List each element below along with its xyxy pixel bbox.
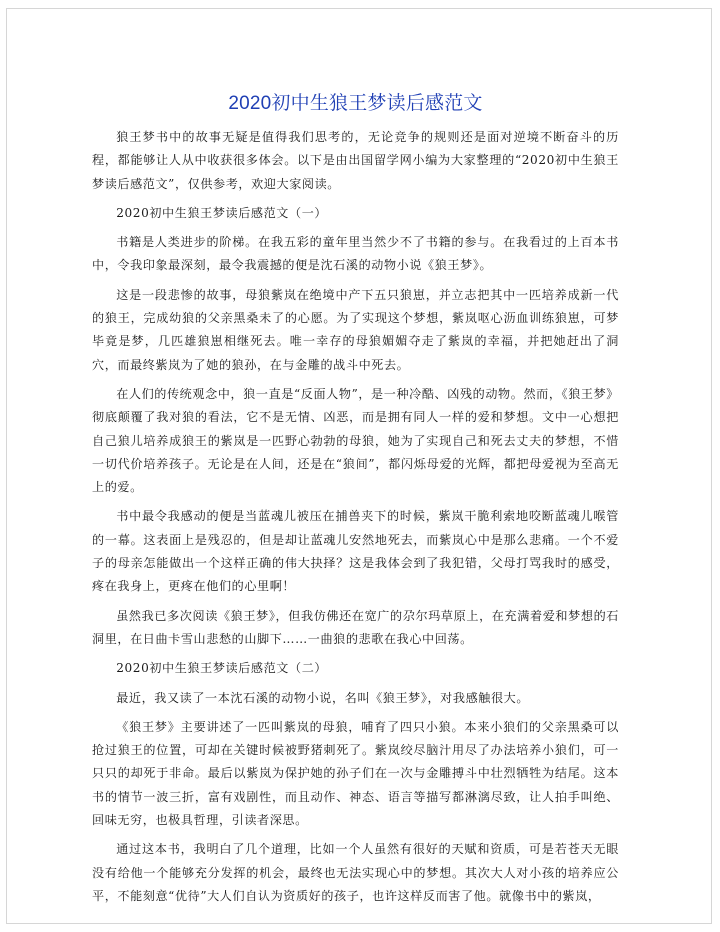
section-1-paragraph-3: 在人们的传统观念中，狼一直是“反面人物”，是一种冷酷、凶残的动物。然而，《狼王梦》彻底颠覆了我对狼的看法，它不是无情、凶恶，而是拥有同人一样的爱和梦想。文中一心想把自己狼儿培养成狼王的紫岚是一匹野心勃勃的母狼，她为了实现自己和死去丈夫的梦想，不惜一切代价培养孩子。无论是在人间，还是在“狼间”，都闪烁母爱的光辉，都把母爱视为至高无上的爱。 [92,386,619,495]
document-title: 2020初中生狼王梦读后感范文 [228,93,483,114]
section-1-paragraph-4: 书中最令我感动的便是当蓝魂儿被压在捕兽夹下的时候，紫岚干脆利索地咬断蓝魂儿喉管的一幕。这表面上是残忍的，但是却让蓝魂儿安然地死去，而紫岚心中是那么悲痛。一个不爱子的母亲怎能做出一个这样正确的伟大抉择？这是我体会到了我犯错，父母打骂我时的感受，疼在我身上，更疼在他们的心里啊！ [92,509,619,594]
document-page [92,88,619,914]
section-2-heading: 2020初中生狼王梦读后感范文（二） [116,661,328,676]
section-1-heading: 2020初中生狼王梦读后感范文（一） [116,205,328,220]
section-1-paragraph-2: 这是一段悲惨的故事，母狼紫岚在绝境中产下五只狼崽，并立志把其中一匹培养成新一代的狼王，完成幼狼的父亲黑桑未了的心愿。为了实现这个梦想，紫岚呕心沥血训练狼崽，可梦毕竟是梦，几匹雄狼崽相继死去。唯一幸存的母狼媚媚夺走了紫岚的幸福，并把她赶出了洞穴，而最终紫岚为了她的狼孙，在与金雕的战斗中死去。 [92,287,619,372]
section-2-paragraph-1: 最近，我又读了一本沈石溪的动物小说，名叫《狼王梦》，对我感触很大。 [116,690,530,705]
section-2-paragraph-2: 《狼王梦》主要讲述了一匹叫紫岚的母狼，哺育了四只小狼。本来小狼们的父亲黑桑可以抢过狼王的位置，可却在关键时候被野猪刺死了。紫岚绞尽脑汁用尽了办法培养小狼们，可一只只的却死于非命。最后以紫岚为保护她的孙子们在一次与金雕搏斗中壮烈牺牲为结尾。这本书的情节一波三折，富有戏剧性，而且动作、神态、语言等描写都淋漓尽致，让人拍手叫绝、回味无穷，也极具哲理，引读者深思。 [92,719,619,828]
section-1-paragraph-1: 书籍是人类进步的阶梯。在我五彩的童年里当然少不了书籍的参与。在我看过的上百本书中，令我印象最深刻，最令我震撼的便是沈石溪的动物小说《狼王梦》。 [92,235,619,273]
section-1-paragraph-5: 虽然我已多次阅读《狼王梦》，但我仿佛还在宽广的尕尔玛草原上，在充满着爱和梦想的石洞里，在日曲卡雪山悲愁的山脚下……一曲狼的悲歌在我心中回荡。 [92,608,619,646]
intro-paragraph: 狼王梦书中的故事无疑是值得我们思考的，无论竞争的规则还是面对逆境不断奋斗的历程，都能够让人从中收获很多体会。以下是由出国留学网小编为大家整理的“2020初中生狼王梦读后感范文”，仅供参考，欢迎大家阅读。 [92,130,619,191]
section-2-paragraph-3: 通过这本书，我明白了几个道理，比如一个人虽然有很好的天赋和资质，可是若苍天无眼没有给他一个能够充分发挥的机会，最终也无法实现心中的梦想。其次大人对小孩的培养应公平，不能刻意“优待”大人们自认为资质好的孩子，也许这样反而害了他。就像书中的紫岚， [92,842,619,903]
